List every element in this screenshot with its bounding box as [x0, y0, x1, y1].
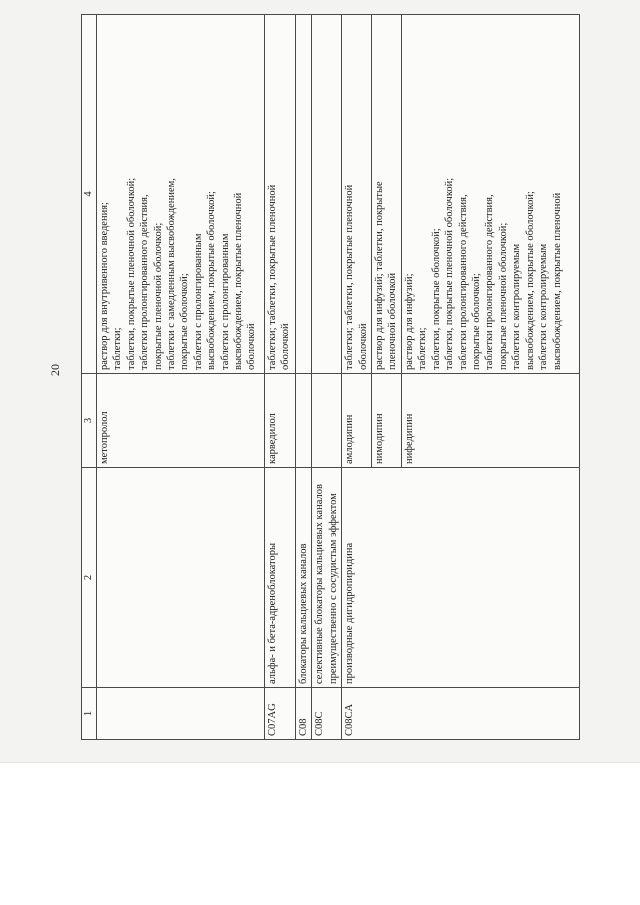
drug-cell: метопролол	[97, 374, 265, 468]
drug-cell: амлодипин	[342, 374, 372, 468]
form-line: таблетки, покрытые оболочкой;	[430, 228, 442, 370]
form-line: раствор для внутривенного введения;	[99, 202, 110, 370]
forms-cell	[342, 15, 372, 374]
form-line: таблетки;	[112, 327, 124, 370]
header-col-4: 4	[82, 15, 97, 374]
form-line: таблетки, покрытые пленочной оболочкой;	[125, 177, 137, 370]
drug-cell: нифедипин	[402, 374, 580, 468]
drug-cell	[312, 374, 342, 468]
form-line: таблетки пролонгированного действия,	[457, 194, 469, 370]
form-line: таблетки с пролонгированным	[219, 233, 231, 370]
forms-cell	[402, 15, 580, 374]
drug-cell: карведилол	[265, 374, 296, 468]
code-cell	[402, 688, 580, 740]
form-line: оболочкой	[246, 323, 258, 370]
forms-cell	[312, 15, 342, 374]
form-line: высвобождением, покрытые оболочкой;	[524, 191, 536, 370]
table-row	[342, 15, 372, 740]
form-line: таблетки с контролируемым	[511, 243, 523, 370]
form-line: покрытые пленочной оболочкой;	[497, 222, 509, 370]
forms-cell	[97, 15, 265, 374]
form-line: покрытые оболочкой;	[471, 273, 483, 370]
form-line: высвобождением, покрытые оболочкой;	[206, 191, 218, 370]
table-row	[312, 15, 342, 740]
form-line: таблетки с пролонгированным	[192, 233, 204, 370]
table-row	[372, 15, 402, 740]
form-line: таблетки, покрытые пленочной оболочкой;	[444, 177, 456, 370]
drug-table	[81, 14, 580, 740]
code-cell	[372, 688, 402, 740]
form-line: высвобождением, покрытые пленочной	[233, 192, 245, 370]
group-cell: альфа- и бета-адреноблокаторы	[265, 468, 296, 688]
drug-cell	[296, 374, 312, 468]
form-line: таблетки пролонгированного действия,	[139, 194, 151, 370]
code-cell: C07AG	[265, 688, 296, 740]
drug-cell: нимодипин	[372, 374, 402, 468]
rotated-table-wrapper	[81, 14, 580, 740]
form-line: оболочкой	[357, 323, 369, 370]
header-col-1: 1	[82, 688, 97, 740]
table-header-row	[82, 15, 97, 740]
form-line: покрытые пленочной оболочкой;	[152, 222, 164, 370]
code-cell: C08CA	[342, 688, 372, 740]
table-row	[97, 15, 265, 740]
table-row	[402, 15, 580, 740]
header-col-3: 3	[82, 374, 97, 468]
forms-cell	[265, 15, 296, 374]
forms-cell	[296, 15, 312, 374]
forms-cell	[372, 15, 402, 374]
form-line: таблетки; таблетки, покрытые пленочной	[344, 184, 356, 370]
scan-edge	[0, 762, 640, 763]
header-col-2: 2	[82, 468, 97, 688]
code-cell: C08	[296, 688, 312, 740]
code-cell	[97, 688, 265, 740]
form-line: таблетки с контролируемым	[538, 243, 550, 370]
form-line: таблетки;	[417, 327, 429, 370]
group-cell	[97, 468, 265, 688]
form-line: пленочной оболочкой	[387, 272, 399, 370]
form-line: таблетки; таблетки, покрытые пленочной	[267, 184, 278, 370]
group-cell	[372, 468, 402, 688]
form-line: оболочкой	[280, 323, 292, 370]
form-line: таблетки с замедленным высвобождением,	[166, 178, 178, 370]
group-cell: блокаторы кальциевых каналов	[296, 468, 312, 688]
group-cell	[402, 468, 580, 688]
page-number: 20	[48, 364, 62, 376]
form-line: таблетки пролонгированного действия,	[484, 194, 496, 370]
code-cell: C08C	[312, 688, 342, 740]
form-line: высвобождением, покрытые пленочной	[551, 192, 563, 370]
table-row	[265, 15, 296, 740]
table-row	[296, 15, 312, 740]
form-line: раствор для инфузий; таблетки, покрытые	[374, 181, 386, 370]
form-line: покрытые оболочкой;	[179, 273, 191, 370]
group-cell: производные дигидропиридина	[342, 468, 372, 688]
group-cell: селективные блокаторы кальциевых каналов преимущественно с сосудистым эффектом	[312, 468, 342, 688]
form-line: раствор для инфузий;	[404, 273, 416, 370]
